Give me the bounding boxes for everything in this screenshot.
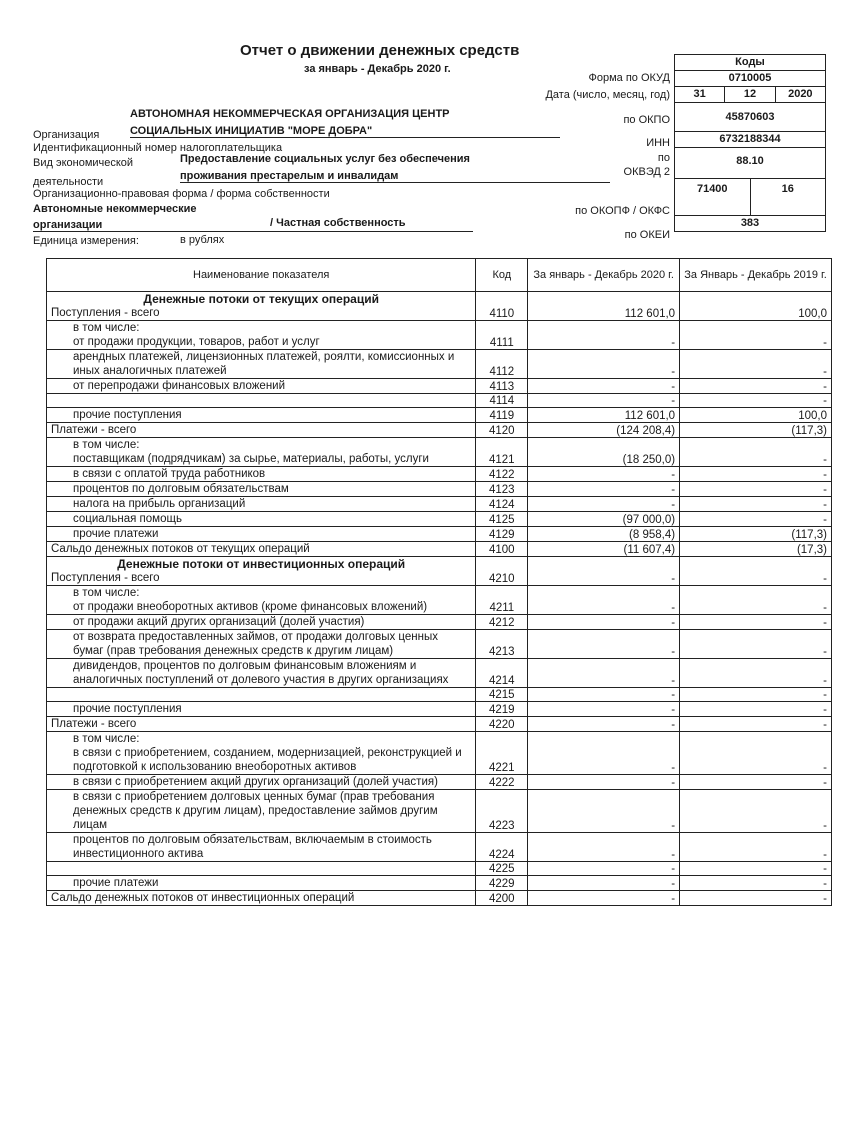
table-row — [47, 833, 832, 862]
row-value-2019: - — [680, 790, 832, 833]
row-value-2019: - — [680, 557, 832, 586]
row-label: в связи с приобретением акций других организаций (долей участия) — [73, 776, 438, 788]
okfs-code: 16 — [750, 179, 826, 215]
row-name — [47, 292, 476, 321]
row-value-2019: (17,3) — [680, 542, 832, 557]
row-code: 4111 — [476, 321, 528, 350]
row-label: в связи с оплатой труда работников — [73, 468, 266, 480]
unit-label: Единица измерения: — [33, 235, 139, 247]
row-name — [47, 688, 476, 702]
okved-code: 88.10 — [736, 155, 764, 167]
row-name — [47, 542, 476, 557]
col-header-2020: За январь - Декабрь 2020 г. — [528, 259, 680, 292]
row-name — [47, 379, 476, 394]
row-label: прочие платежи — [73, 877, 159, 889]
row-value-2020: 112 601,0 — [528, 292, 680, 321]
row-value-2019: - — [680, 630, 832, 659]
table-body — [47, 292, 832, 906]
row-value-2019: - — [680, 659, 832, 688]
row-code: 4219 — [476, 702, 528, 717]
row-label: социальная помощь — [73, 513, 182, 525]
row-value-2020: - — [528, 350, 680, 379]
row-value-2019: 100,0 — [680, 292, 832, 321]
row-value-2020: - — [528, 659, 680, 688]
row-label: процентов по долговым обязательствам, включаемым в стоимость инвестиционного актива — [73, 834, 432, 860]
row-code: 4220 — [476, 717, 528, 732]
row-value-2019: (117,3) — [680, 527, 832, 542]
okopf-code: 71400 — [696, 183, 728, 195]
table-row — [47, 659, 832, 688]
report-period: за январь - Декабрь 2020 г. — [304, 63, 451, 75]
row-value-2020: - — [528, 394, 680, 408]
row-code: 4200 — [476, 891, 528, 906]
row-code: 4223 — [476, 790, 528, 833]
row-label: прочие поступления — [73, 703, 182, 715]
okved-label-1: по — [657, 152, 670, 164]
table-row — [47, 732, 832, 775]
row-code: 4121 — [476, 438, 528, 467]
row-name — [47, 350, 476, 379]
row-code: 4123 — [476, 482, 528, 497]
table-row — [47, 394, 832, 408]
col-header-code: Код — [476, 259, 528, 292]
table-row — [47, 497, 832, 512]
date-year: 2020 — [775, 87, 825, 102]
table-row — [47, 876, 832, 891]
org-name-line2: СОЦИАЛЬНЫХ ИНИЦИАТИВ "МОРЕ ДОБРА" — [130, 125, 560, 138]
row-name — [47, 833, 476, 862]
row-prefix: в том числе: — [73, 439, 140, 451]
row-label: от продажи внеоборотных активов (кроме финансовых вложений) — [73, 601, 428, 613]
row-value-2020: - — [528, 862, 680, 876]
row-value-2019: - — [680, 876, 832, 891]
table-row — [47, 702, 832, 717]
date-month: 12 — [724, 87, 774, 102]
row-value-2020: - — [528, 775, 680, 790]
row-label: арендных платежей, лицензионных платежей, роялти, комиссионных и иных аналогичных платежей — [73, 351, 455, 377]
okei-code: 383 — [740, 217, 760, 229]
table-row — [47, 586, 832, 615]
row-value-2019: - — [680, 891, 832, 906]
row-code: 4100 — [476, 542, 528, 557]
row-value-2019: - — [680, 321, 832, 350]
row-value-2019: - — [680, 586, 832, 615]
table-row — [47, 615, 832, 630]
row-value-2020: - — [528, 891, 680, 906]
activity-line1: Предоставление социальных услуг без обеспечения — [180, 153, 470, 165]
row-label: прочие поступления — [73, 409, 182, 421]
row-value-2020: - — [528, 732, 680, 775]
inn-label: ИНН — [646, 137, 670, 149]
okpo-code: 45870603 — [725, 111, 775, 123]
row-label: Поступления - всего — [51, 307, 160, 319]
table-row — [47, 717, 832, 732]
table-row — [47, 790, 832, 833]
row-name — [47, 586, 476, 615]
row-label: Платежи - всего — [51, 424, 137, 436]
row-code: 4210 — [476, 557, 528, 586]
row-label: Сальдо денежных потоков от текущих операций — [51, 543, 310, 555]
okpo-label: по ОКПО — [623, 114, 670, 126]
row-name — [47, 394, 476, 408]
section-heading: Денежные потоки от инвестиционных операций — [117, 557, 406, 571]
row-value-2020: - — [528, 833, 680, 862]
row-value-2019: - — [680, 717, 832, 732]
row-value-2019: - — [680, 775, 832, 790]
row-code: 4213 — [476, 630, 528, 659]
row-value-2019: - — [680, 702, 832, 717]
row-code: 4212 — [476, 615, 528, 630]
row-name — [47, 891, 476, 906]
row-value-2020: - — [528, 321, 680, 350]
row-code: 4122 — [476, 467, 528, 482]
row-value-2020: 112 601,0 — [528, 408, 680, 423]
row-value-2020: - — [528, 688, 680, 702]
row-value-2020: - — [528, 497, 680, 512]
row-value-2020: (124 208,4) — [528, 423, 680, 438]
row-label: Сальдо денежных потоков от инвестиционных операций — [51, 892, 355, 904]
activity-label-1: Вид экономической — [33, 157, 134, 169]
row-code: 4113 — [476, 379, 528, 394]
okopf-label: по ОКОПФ / ОКФС — [575, 205, 670, 217]
row-name — [47, 321, 476, 350]
inn-code: 6732188344 — [719, 133, 781, 145]
row-label: от продажи акций других организаций (долей участия) — [73, 616, 365, 628]
row-value-2019: - — [680, 482, 832, 497]
table-row — [47, 408, 832, 423]
row-code: 4214 — [476, 659, 528, 688]
row-code: 4119 — [476, 408, 528, 423]
row-code: 4224 — [476, 833, 528, 862]
legal-form-line1: Автономные некоммерческие — [33, 203, 197, 215]
row-value-2020: - — [528, 717, 680, 732]
row-value-2019: - — [680, 467, 832, 482]
row-label: Платежи - всего — [51, 718, 137, 730]
row-code: 4129 — [476, 527, 528, 542]
row-label: поставщикам (подрядчикам) за сырье, материалы, работы, услуги — [73, 453, 429, 465]
row-code: 4211 — [476, 586, 528, 615]
table-row — [47, 350, 832, 379]
col-header-2019: За Январь - Декабрь 2019 г. — [680, 259, 832, 292]
okud-code: 0710005 — [728, 72, 772, 84]
row-value-2019: - — [680, 615, 832, 630]
row-name — [47, 423, 476, 438]
row-value-2019: - — [680, 438, 832, 467]
table-row — [47, 557, 832, 586]
row-name — [47, 482, 476, 497]
cash-flow-table — [46, 258, 832, 906]
row-value-2020: - — [528, 790, 680, 833]
row-name — [47, 790, 476, 833]
legal-form-line2: организации — [33, 219, 473, 232]
table-row — [47, 630, 832, 659]
codes-box — [674, 54, 826, 232]
table-row — [47, 512, 832, 527]
row-label: в связи с приобретением долговых ценных бумаг (прав требования денежных средств к другим лицам), предоставление займов другим лицам — [73, 791, 438, 831]
row-name — [47, 659, 476, 688]
row-value-2020: - — [528, 630, 680, 659]
table-row — [47, 379, 832, 394]
row-name — [47, 438, 476, 467]
row-code: 4225 — [476, 862, 528, 876]
row-value-2020: - — [528, 702, 680, 717]
row-code: 4120 — [476, 423, 528, 438]
row-code: 4110 — [476, 292, 528, 321]
row-value-2020: (18 250,0) — [528, 438, 680, 467]
inn-caption: Идентификационный номер налогоплательщика — [33, 142, 283, 154]
okved-label-2: ОКВЭД 2 — [623, 166, 670, 178]
row-label: Поступления - всего — [51, 572, 160, 584]
row-value-2019: - — [680, 394, 832, 408]
row-value-2020: (11 607,4) — [528, 542, 680, 557]
codes-header: Коды — [735, 56, 765, 68]
row-name — [47, 717, 476, 732]
row-value-2020: - — [528, 615, 680, 630]
okei-label: по ОКЕИ — [624, 229, 670, 241]
legal-form-label: Организационно-правовая форма / форма собственности — [33, 188, 330, 200]
row-name — [47, 527, 476, 542]
row-value-2019: - — [680, 379, 832, 394]
row-label: прочие платежи — [73, 528, 159, 540]
row-value-2019: - — [680, 497, 832, 512]
row-label: налога на прибыль организаций — [73, 498, 246, 510]
row-label: дивидендов, процентов по долговым финансовым вложениям и аналогичных поступлений от долевого участия в других организациях — [73, 660, 449, 686]
ownership-form: / Частная собственность — [270, 217, 406, 229]
date-label: Дата (число, месяц, год) — [545, 89, 670, 101]
row-value-2020: - — [528, 482, 680, 497]
row-code: 4114 — [476, 394, 528, 408]
table-row — [47, 688, 832, 702]
row-name — [47, 512, 476, 527]
org-label: Организация — [33, 129, 100, 141]
row-value-2019: 100,0 — [680, 408, 832, 423]
unit-value: в рублях — [180, 234, 225, 246]
row-name — [47, 557, 476, 586]
row-value-2019: (117,3) — [680, 423, 832, 438]
row-value-2019: - — [680, 688, 832, 702]
row-code: 4221 — [476, 732, 528, 775]
row-label: от продажи продукции, товаров, работ и услуг — [73, 336, 320, 348]
table-row — [47, 467, 832, 482]
row-prefix: в том числе: — [73, 322, 140, 334]
row-value-2020: - — [528, 876, 680, 891]
row-name — [47, 876, 476, 891]
table-row — [47, 775, 832, 790]
table-row — [47, 482, 832, 497]
row-value-2020: - — [528, 586, 680, 615]
row-name — [47, 408, 476, 423]
report-title: Отчет о движении денежных средств — [240, 42, 520, 59]
row-name — [47, 630, 476, 659]
row-code: 4112 — [476, 350, 528, 379]
row-label: от перепродажи финансовых вложений — [73, 380, 286, 392]
row-value-2020: - — [528, 379, 680, 394]
row-value-2019: - — [680, 833, 832, 862]
row-label: от возврата предоставленных займов, от продажи долговых ценных бумаг (прав требования денежных средств к другим лицам) — [73, 631, 438, 657]
row-value-2020: - — [528, 467, 680, 482]
row-code: 4124 — [476, 497, 528, 512]
table-row — [47, 527, 832, 542]
row-name — [47, 497, 476, 512]
row-value-2019: - — [680, 732, 832, 775]
table-row — [47, 321, 832, 350]
table-row — [47, 292, 832, 321]
row-code: 4215 — [476, 688, 528, 702]
row-name — [47, 615, 476, 630]
row-value-2020: (8 958,4) — [528, 527, 680, 542]
row-label: процентов по долговым обязательствам — [73, 483, 289, 495]
row-prefix: в том числе: — [73, 587, 140, 599]
org-name-line1: АВТОНОМНАЯ НЕКОММЕРЧЕСКАЯ ОРГАНИЗАЦИЯ ЦЕНТР — [130, 108, 450, 120]
date-day: 31 — [693, 88, 706, 100]
col-header-name: Наименование показателя — [47, 259, 476, 292]
row-value-2019: - — [680, 512, 832, 527]
row-name — [47, 775, 476, 790]
table-row — [47, 423, 832, 438]
row-name — [47, 467, 476, 482]
row-value-2019: - — [680, 350, 832, 379]
row-name — [47, 702, 476, 717]
row-code: 4125 — [476, 512, 528, 527]
row-prefix: в том числе: — [73, 733, 140, 745]
activity-line2: проживания престарелым и инвалидам — [180, 170, 610, 183]
row-name — [47, 732, 476, 775]
table-row — [47, 891, 832, 906]
row-code: 4229 — [476, 876, 528, 891]
section-heading: Денежные потоки от текущих операций — [143, 292, 379, 306]
row-name — [47, 862, 476, 876]
row-value-2020: - — [528, 557, 680, 586]
table-row — [47, 542, 832, 557]
row-value-2020: (97 000,0) — [528, 512, 680, 527]
table-row — [47, 862, 832, 876]
row-label: в связи с приобретением, созданием, модернизацией, реконструкцией и подготовкой к использованию внеоборотных активов — [73, 747, 462, 773]
row-value-2019: - — [680, 862, 832, 876]
activity-label-2: деятельности — [33, 176, 104, 188]
row-code: 4222 — [476, 775, 528, 790]
table-row — [47, 438, 832, 467]
okud-label: Форма по ОКУД — [588, 72, 670, 84]
